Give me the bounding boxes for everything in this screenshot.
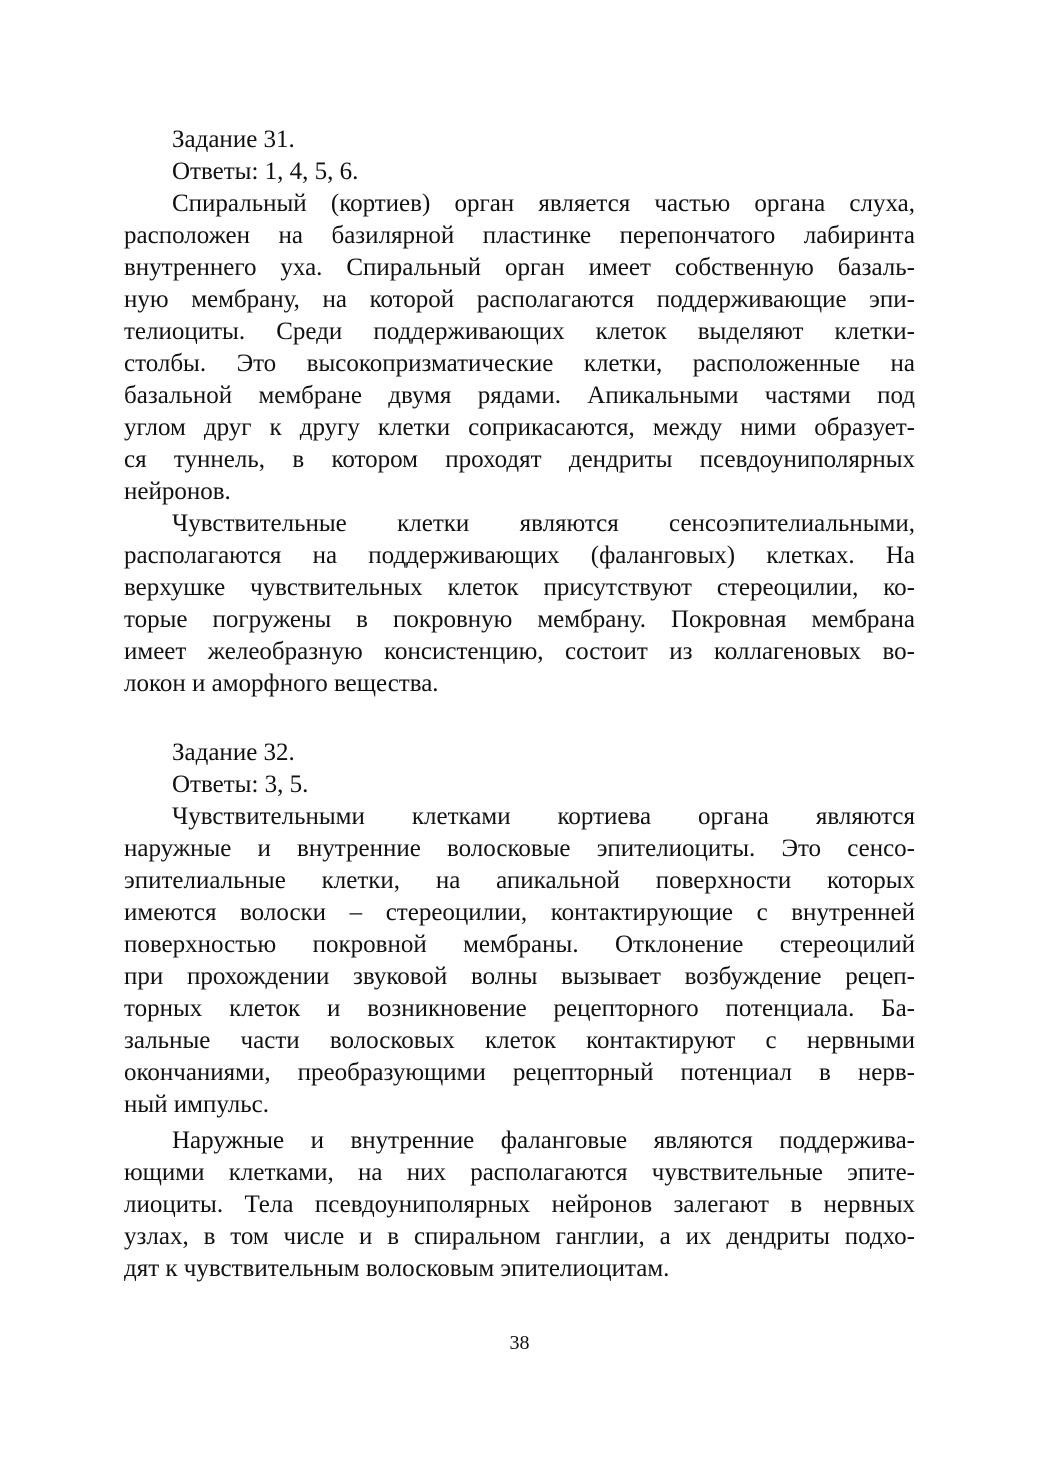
- task-32-paragraph-1-line: поверхностью покровной мембраны. Отклонение стереоцилий: [124, 931, 915, 958]
- task-31-paragraph-2-line: торые погружены в покровную мембрану. Покровная мембрана: [124, 606, 915, 633]
- task-32-answers: Ответы: 3, 5.: [172, 771, 309, 798]
- task-31-answers: Ответы: 1, 4, 5, 6.: [172, 158, 359, 185]
- task-31-paragraph-1-line: ную мембрану, на которой располагаются поддерживающие эпи-: [124, 286, 915, 313]
- task-31-paragraph-1-line: столбы. Это высокопризматические клетки, расположенные на: [124, 350, 915, 377]
- task-31-paragraph-2-line: имеет желеобразную консистенцию, состоит из коллагеновых во-: [124, 638, 915, 665]
- task-32-paragraph-1-line: имеются волоски – стереоцилии, контактирующие с внутренней: [124, 899, 915, 926]
- task-31-paragraph-2-line: располагаются на поддерживающих (фаланговых) клетках. На: [124, 542, 915, 569]
- task-32-paragraph-2-line: ющими клетками, на них располагаются чувствительные эпите-: [124, 1159, 915, 1186]
- task-31-paragraph-1-line: ся туннель, в котором проходят дендриты псевдоуниполярных: [124, 446, 915, 473]
- task-31-paragraph-1-line: телиоциты. Среди поддерживающих клеток выделяют клетки-: [124, 318, 915, 345]
- task-32-paragraph-1-line: наружные и внутренние волосковые эпителиоциты. Это сенсо-: [124, 835, 915, 862]
- task-32-paragraph-2-line: Наружные и внутренние фаланговые являются поддержива-: [172, 1127, 915, 1154]
- task-32-paragraph-1-line: зальные части волосковых клеток контактируют с нервными: [124, 1027, 915, 1054]
- task-32-paragraph-1-line: окончаниями, преобразующими рецепторный потенциал в нерв-: [124, 1059, 915, 1086]
- task-31-paragraph-1-line: базальной мембране двумя рядами. Апикальными частями под: [124, 382, 915, 409]
- task-32-paragraph-1-line: при прохождении звуковой волны вызывает возбуждение рецеп-: [124, 963, 915, 990]
- task-31-paragraph-1-line: внутреннего уха. Спиральный орган имеет собственную базаль-: [124, 254, 915, 281]
- task-32-paragraph-2-line: дят к чувствительным волосковым эпителиоцитам.: [124, 1255, 670, 1282]
- task-32-title: Задание 32.: [172, 739, 295, 766]
- task-31-paragraph-2-line: верхушке чувствительных клеток присутствуют стереоцилии, ко-: [124, 574, 915, 601]
- task-31-paragraph-1-line: углом друг к другу клетки соприкасаются, между ними образует-: [124, 414, 915, 441]
- task-32-paragraph-1-line: эпителиальные клетки, на апикальной поверхности которых: [124, 867, 915, 894]
- task-31-paragraph-2-line: локон и аморфного вещества.: [124, 670, 439, 697]
- page-number: 38: [509, 1332, 530, 1354]
- task-32-paragraph-1-line: ный импульс.: [124, 1091, 270, 1118]
- task-32-paragraph-1-line: торных клеток и возникновение рецепторного потенциала. Ба-: [124, 995, 915, 1022]
- task-31-paragraph-1-line: Спиральный (кортиев) орган является частью органа слуха,: [172, 190, 915, 217]
- task-31-title: Задание 31.: [172, 126, 295, 153]
- task-32-paragraph-1-line: Чувствительными клетками кортиева органа являются: [172, 803, 915, 830]
- task-31-paragraph-2-line: Чувствительные клетки являются сенсоэпителиальными,: [172, 510, 915, 537]
- task-32-paragraph-2-line: узлах, в том числе и в спиральном ганглии, а их дендриты подхо-: [124, 1223, 915, 1250]
- task-31-paragraph-1-line: нейронов.: [124, 478, 231, 505]
- task-32-paragraph-2-line: лиоциты. Тела псевдоуниполярных нейронов залегают в нервных: [124, 1191, 915, 1218]
- task-31-paragraph-1-line: расположен на базилярной пластинке перепончатого лабиринта: [124, 222, 915, 249]
